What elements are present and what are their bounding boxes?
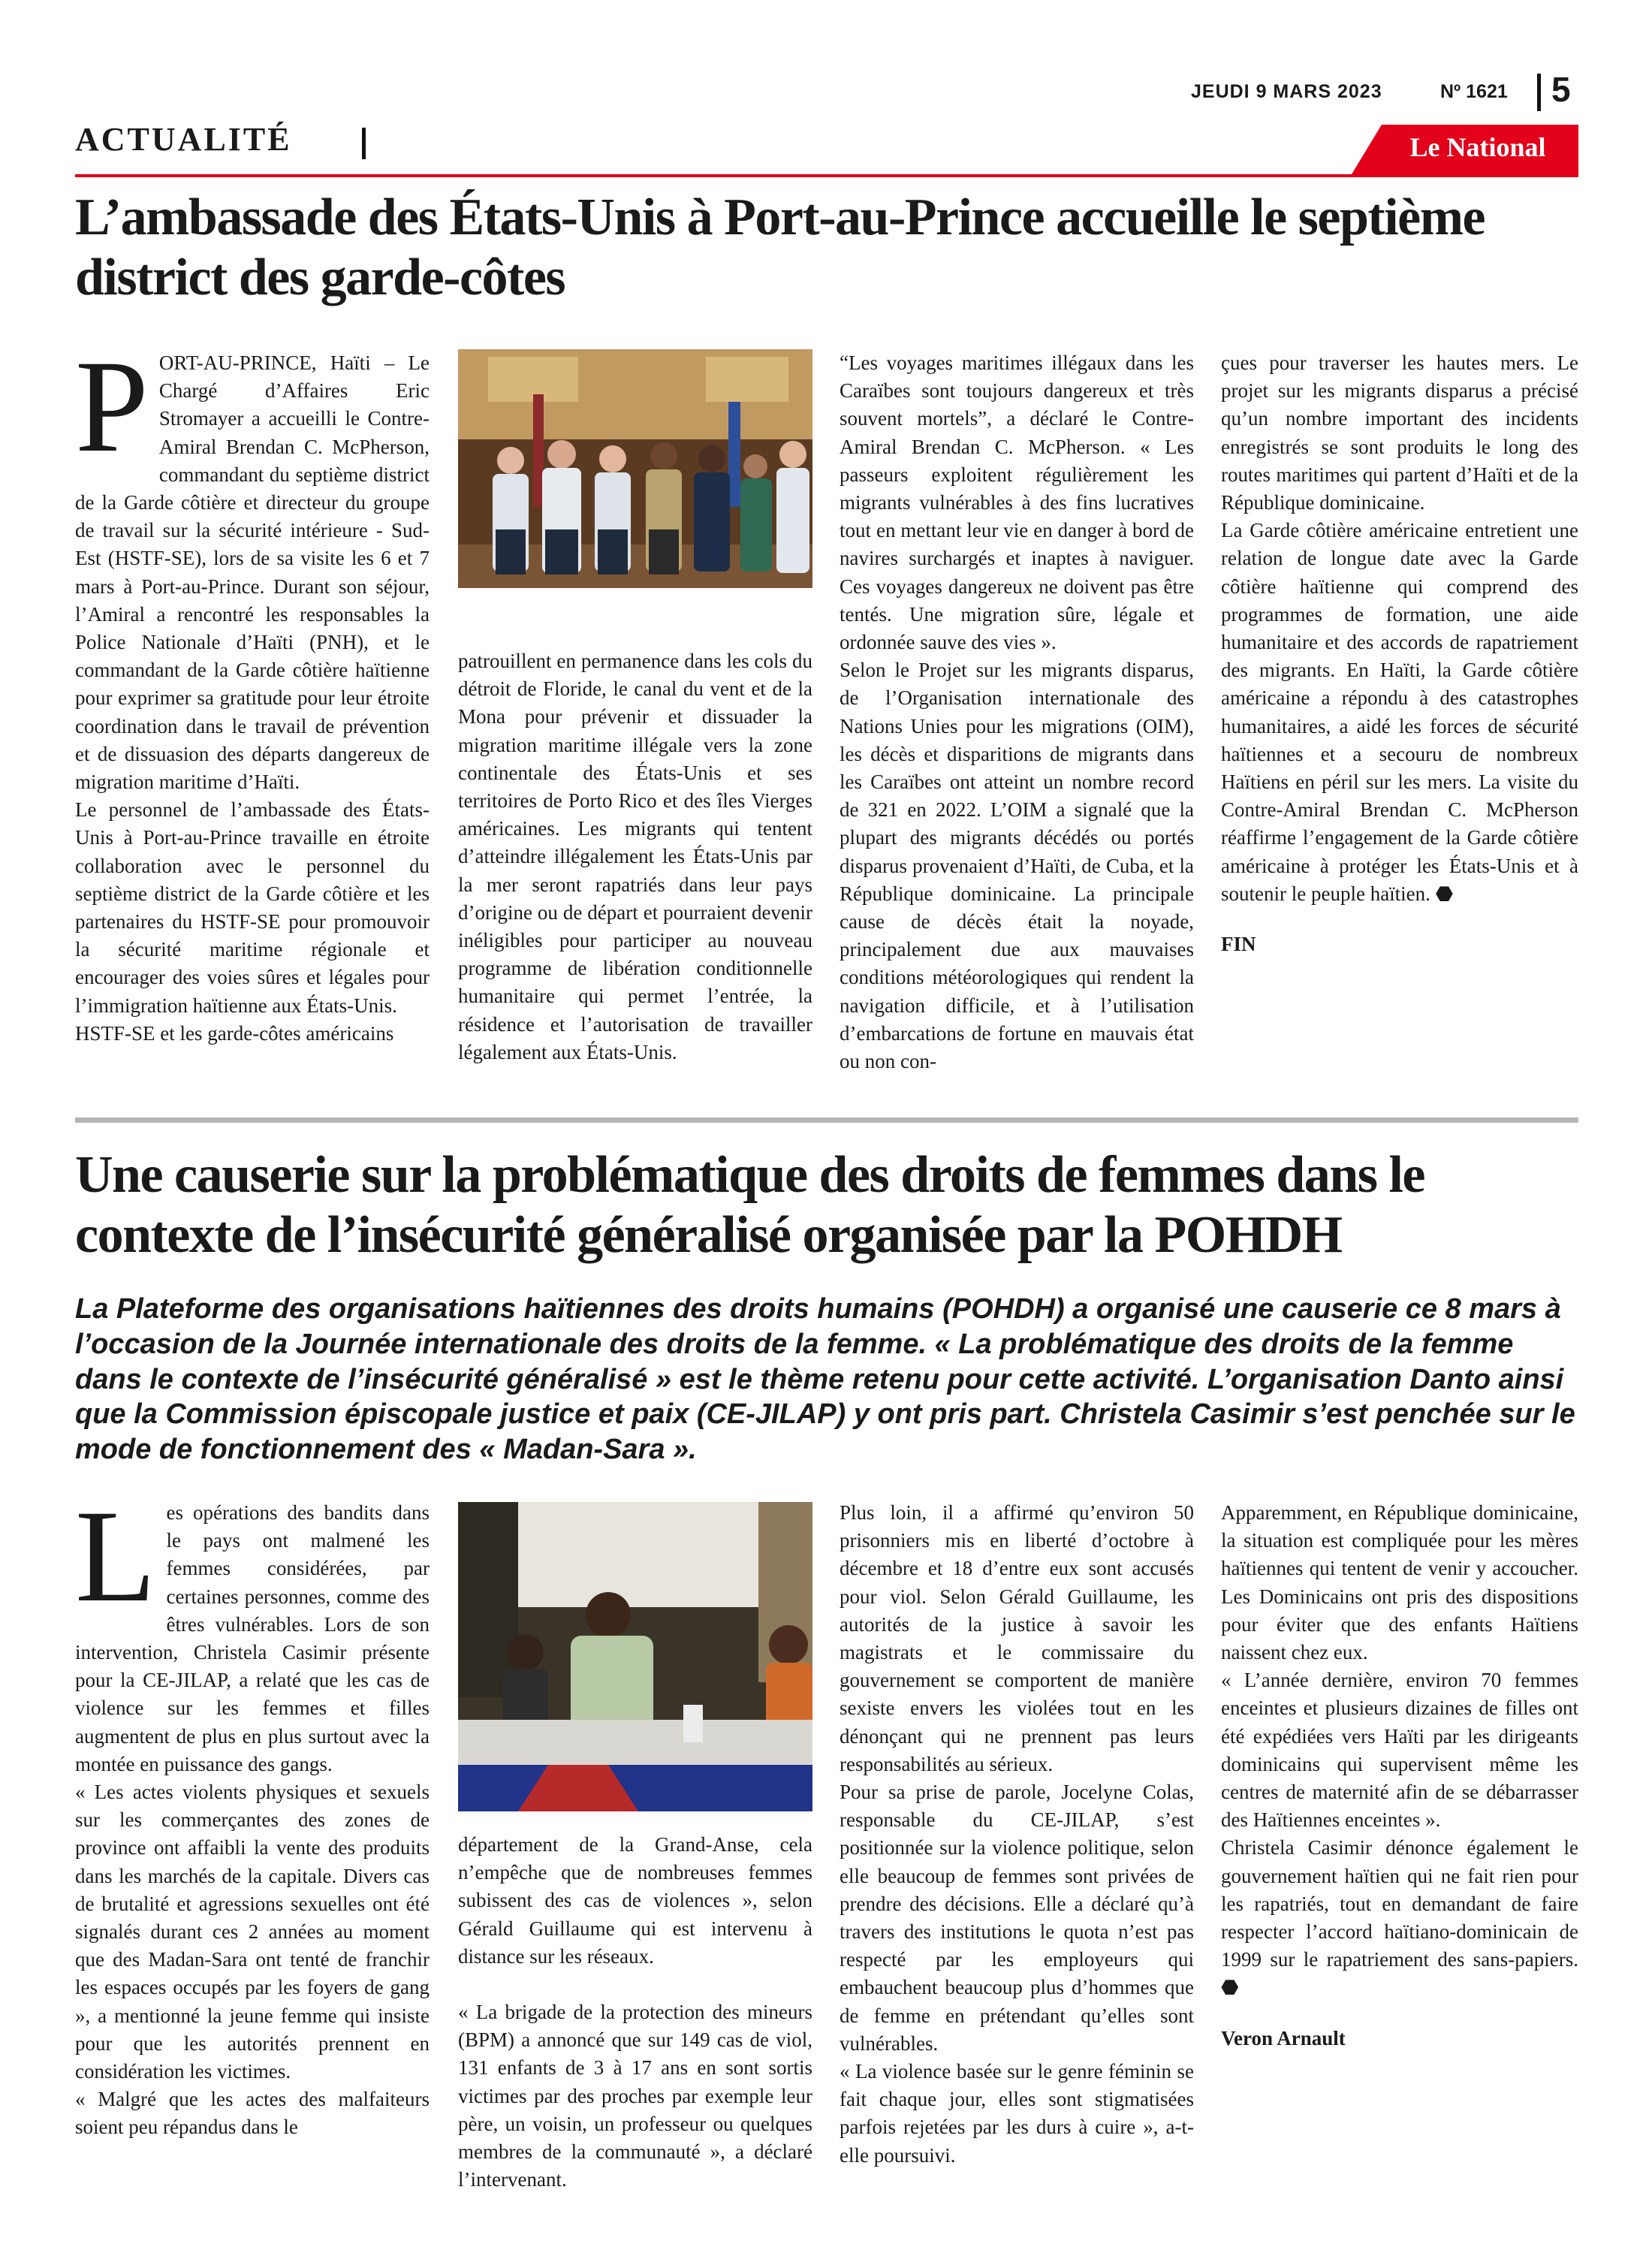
conference-panel-photo (458, 1502, 812, 1811)
article2-paragraph (1221, 1834, 1578, 2001)
article2-paragraph: es opérations des bandits dans le pays ont malmené les femmes considérées, par certaines personnes, comme des êtres vulnérables. Lors de son intervention, Christela Casimir présente pour la CE-JILAP, a relaté que les cas de violence sur les femmes et filles augmentent de plus en plus surtout avec la montée en puissance des gangs. (75, 1501, 430, 1775)
article2-column-3 (840, 1499, 1194, 2242)
coast-guard-group-photo (458, 349, 812, 588)
article1-paragraph-text: La Garde côtière américaine entretient une relation de longue date avec la Garde côtière haïtienne qui comprend des programmes de formation, une aide humanitaire et des accords de rapatriement des migrants. En Haïti, la Garde côtière américaine a répondu à des catastrophes humanitaires, a aidé les forces de sécurité haïtiennes et a secouru de nombreux Haïtiens en péril sur les mers. La visite du Contre-Amiral Brendan C. McPherson réaffirme l’engagement de la Garde côtière américaine à protéger les États-Unis et à soutenir le peuple haïtien. (1221, 519, 1578, 905)
issue-number: Nº 1621 (1440, 81, 1508, 102)
article1-photo (458, 349, 812, 588)
article2-paragraph: Plus loin, il a affirmé qu’environ 50 prisonniers mis en liberté d’octobre à décembre et 18 d’entre eux sont accusés pour viol. Selon Gérald Guillaume, les autorités de la justice à savoir les magistrats et le commissaire du gouvernement se comportent de manière sexiste envers les violées tout en les dénonçant qui ne prennent pas leurs responsabilités au sérieux. (840, 1501, 1194, 1775)
article1-column-2 (458, 647, 812, 1098)
article2-paragraph: « La violence basée sur le genre féminin se fait chaque jour, elles sont stigmatisées parfois rejetées par les durs à cuire », a-t-elle poursuivi. (840, 2060, 1194, 2167)
article2-headline: Une causerie sur la problématique des droits de femmes dans le contexte de l’insécurité généralisé organisée par la POHDH (75, 1146, 1424, 1264)
article1-paragraph: “Les voyages maritimes illégaux dans les Caraïbes sont toujours dangereux et très souvent mortels”, a déclaré le Contre-Amiral Brendan C. McPherson. « Les passeurs exploitent régulièrement les migrants vulnérables à des fins lucratives tout en mettant leur vie en danger à bord de navires surchargés et inaptes à naviguer. Ces voyages dangereux ne doivent pas être tentés. Une migration sûre, légale et ordonnée sauve des vies ». (840, 351, 1194, 654)
article2-paragraph: département de la Grand-Anse, cela n’empêche que de nombreuses femmes subissent des cas de violences », selon Gérald Guillaume qui est intervenu à distance sur les réseaux. (458, 1833, 812, 1968)
article2-paragraph-text: Christela Casimir dénonce également le gouvernement haïtien qui ne fait rien pour les rapatriés, tout en demandant de faire respecter l’accord haïtiano-dominicain de 1999 sur le rapatriement des sans-papiers. (1221, 1836, 1578, 1971)
article1-signature: FIN (1221, 933, 1256, 956)
section-title: ACTUALITÉ (75, 121, 292, 158)
article1-paragraph: HSTF-SE et les garde-côtes américains (75, 1021, 394, 1045)
brand-logo: Le National (1409, 132, 1546, 162)
article2-lead: La Plateforme des organisations haïtiennes des droits humains (POHDH) a organisé une causerie ce 8 mars à l’occasion de la Journée internationale des droits de la femme. « La problématique des droits de la femme dans le contexte de l’insécurité généralisé » est le thème retenu pour cette activité. L’organisation Danto ainsi que la Commission épiscopale justice et paix (CE-JILAP) y ont pris part. Christela Casimir s’est penchée sur le mode de fonctionnement des « Madan-Sara ». (75, 1293, 1575, 1466)
article2-dropcap: L (75, 1499, 156, 1630)
article1-column-1 (75, 349, 430, 1100)
article-separator (75, 1117, 1578, 1123)
article1-paragraph: Selon le Projet sur les migrants disparus, de l’Organisation internationale des Nations Unies pour les migrations (OIM), les décès et disparitions de migrants dans les Caraïbes ont atteint un nombre record de 321 en 2022. L’OIM a signalé que la plupart des migrants décédés ou portés disparus provenaient d’Haïti, de Cuba, et la République dominicaine. La principale cause de décès était la noyade, principalement due aux mauvaises conditions météorologiques qui rendent la navigation difficile, et à l’utilisation d’embarcations de fortune en mauvais état ou non con- (840, 659, 1194, 1073)
article1-column-3 (840, 349, 1194, 1100)
article2-paragraph: « La brigade de la protection des mineurs (BPM) a annoncé que sur 149 cas de viol, 131 enfants de 3 à 17 ans en sont sortis victimes par des proches par exemple leur père, un voisin, un professeur ou quelques membres de la communauté », a déclaré l’intervenant. (458, 2001, 812, 2191)
article2-column-4 (1221, 1499, 1578, 2242)
article1-paragraph: Le personnel de l’ambassade des États-Unis à Port-au-Prince travaille en étroite collaboration avec le personnel du septième district de la Garde côtière et les partenaires du HSTF-SE pour promouvoir la sécurité maritime régionale et encourager des voies sûres et légales pour l’immigration haïtienne aux États-Unis. (75, 798, 430, 1017)
issue-date: JEUDI 9 MARS 2023 (1191, 81, 1382, 102)
article1-dropcap: P (75, 349, 149, 480)
article1-column-4 (1221, 349, 1578, 1100)
article2-photo (458, 1502, 812, 1811)
article1-paragraph: ORT-AU-PRINCE, Haïti – Le Chargé d’Affaires Eric Stromayer a accueilli le Contre-Amiral Brendan C. McPherson, commandant du septième district de la Garde côtière et directeur du groupe de travail sur la sécurité intérieure - Sud-Est (HSTF-SE), lors de sa visite les 6 et 7 mars à Port-au-Prince. Durant son séjour, l’Amiral a rencontré les responsables la Police Nationale d’Haïti (PNH), et le commandant de la Garde côtière haïtienne pour exprimer sa gratitude pour leur étroite coordination dans le travail de prévention et de dissuasion des départs dangereux de migration maritime d’Haïti. (75, 351, 430, 794)
article1-paragraph (1221, 517, 1578, 908)
header-divider (1537, 74, 1541, 111)
article2-paragraph: « Les actes violents physiques et sexuels sur les commerçantes des zones de province ont affaibli la vente des produits dans les marchés de la capitale. Divers cas de brutalité et agressions sexuelles ont été signalés durant ces 2 années au moment que des Madan-Sara ont tenté de franchir les espaces occupés par les foyers de gang », a mentionné la jeune femme qui insiste pour que les autorités prennent en considération les victimes. (75, 1781, 430, 2083)
header-rule (75, 174, 1578, 177)
article1-headline: L’ambassade des États-Unis à Port-au-Prince accueille le septième district des garde-côtes (75, 189, 1485, 306)
article2-paragraph: Apparemment, en République dominicaine, la situation est compliquée pour les mères haïtiennes qui tentent de venir y accoucher. Les Dominicains ont pris des dispositions pour éviter que des enfants Haïtiens naissent chez eux. (1221, 1501, 1578, 1664)
article2-paragraph: Pour sa prise de parole, Jocelyne Colas, responsable du CE-JILAP, s’est positionnée sur la violence politique, selon elle beaucoup de femmes sont privées de prendre des décisions. Elle a déclaré qu’à travers des institutions le quota n’est pas respecté par les employeurs qui embauchent beaucoup plus d’hommes que de femme en prétendant qu’elles sont vulnérables. (840, 1781, 1194, 2055)
article2-signature: Veron Arnault (1221, 2026, 1346, 2049)
article1-paragraph: çues pour traverser les hautes mers. Le projet sur les migrants disparus a précisé qu’un nombre important des incidents enregistrés se sont produits le long des routes maritimes qui partent d’Haïti et de la République dominicaine. (1221, 351, 1578, 514)
page-number: 5 (1551, 70, 1571, 109)
article2-column-1 (75, 1499, 430, 2242)
end-mark-icon: ⬣ (1221, 1976, 1239, 1999)
section-divider (362, 128, 366, 159)
end-mark-icon: ⬣ (1430, 882, 1454, 905)
article1-paragraph: patrouillent en permanence dans les cols du détroit de Floride, le canal du vent et de la Mona pour prévenir et dissuader la migration maritime illégale vers la zone continentale des États-Unis et ses territoires de Porto Rico et des îles Vierges américaines. Les migrants qui tentent d’atteindre illégalement les États-Unis par la mer seront rapatriés dans leur pays d’origine ou de départ et pourraient devenir inéligibles pour participer au nouveau programme de libération conditionnelle humanitaire qui permet l’entrée, la résidence et l’autorisation de travailler légalement aux États-Unis. (458, 650, 812, 1063)
article2-column-2 (458, 1831, 812, 2242)
article2-paragraph: « L’année dernière, environ 70 femmes enceintes et plusieurs dizaines de filles ont été expédiées vers Haïti par les dirigeants dominicains qui supervisent même les centres de maternité afin de se débarrasser des Haïtiennes enceintes ». (1221, 1669, 1578, 1832)
article2-paragraph: « Malgré que les actes des malfaiteurs soient peu répandus dans le (75, 2088, 430, 2139)
